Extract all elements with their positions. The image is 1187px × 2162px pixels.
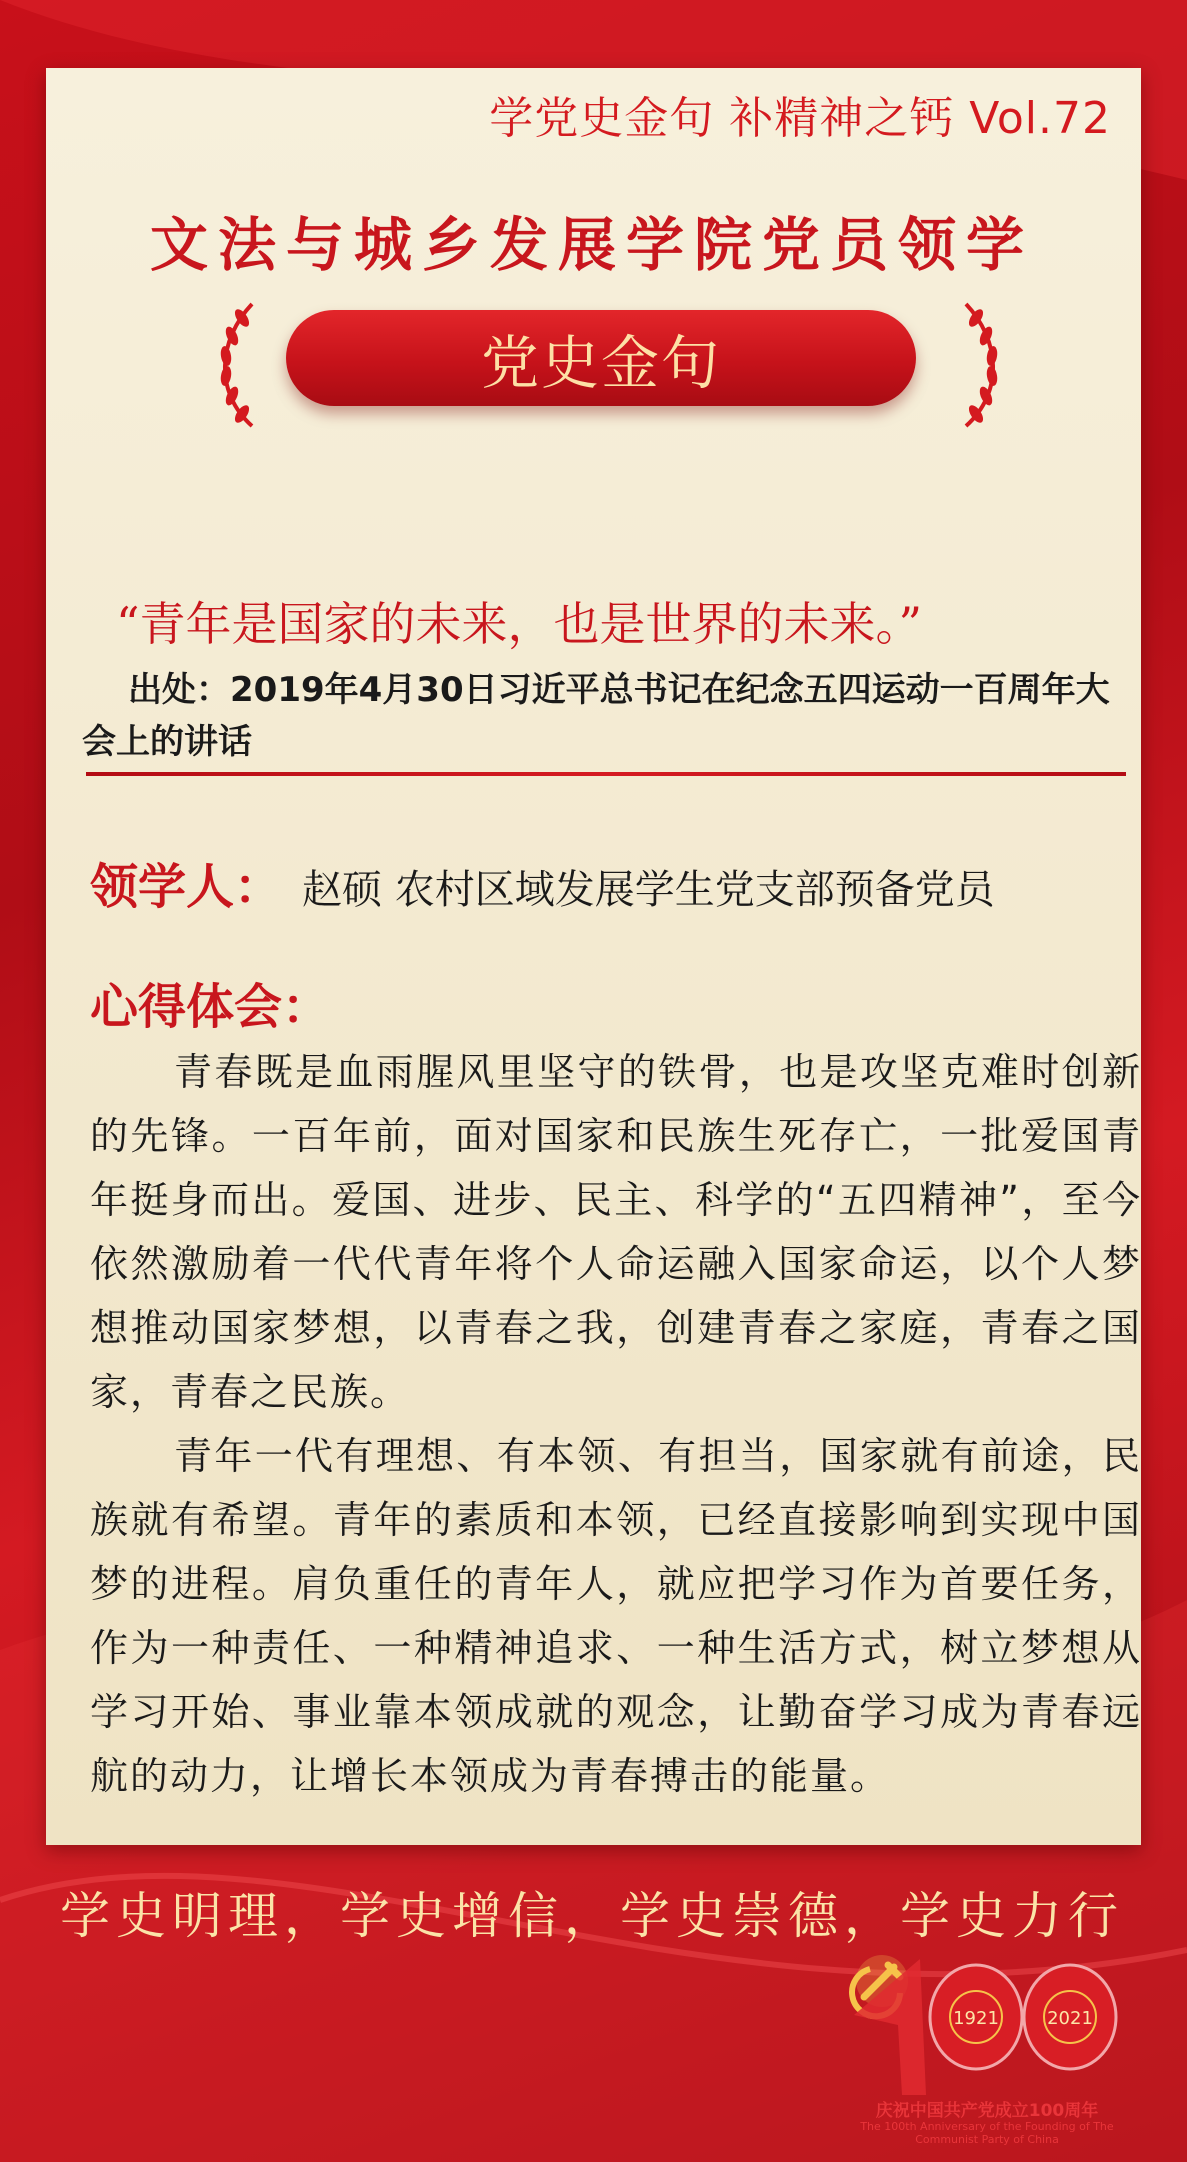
logo-caption-en: The 100th Anniversary of the Founding of The Communist Party of China [860,2120,1114,2146]
series-label: 学党史金句 补精神之钙 Vol.72 [489,93,1111,144]
study-leader-value: 赵硕 农村区域发展学生党支部预备党员 [302,867,995,913]
study-leader [90,848,995,917]
footer-slogan: 学史明理，学史增信，学史崇德，学史力行 [60,1887,1124,1945]
quote-text: “青年是国家的未来，也是世界的未来。” [116,597,923,651]
reflection-body [90,1040,1142,1808]
quote-source: 出处：2019年4月30日习近平总书记在纪念五四运动一百周年大会上的讲话 [82,670,1110,762]
logo-year-start: 1921 [953,2008,999,2029]
wheat-wreath-right-icon [954,300,1014,430]
wheat-wreath-left-icon [204,300,264,430]
reflection-title: 心得体会： [90,979,331,1035]
logo-caption: 庆祝中国共产党成立100周年 [875,2101,1099,2121]
party-history-quote-badge [286,310,916,406]
reflection-paragraph: 青年一代有理想、有本领、有担当，国家就有前途，民族就有希望。青年的素质和本领，已经直接影响到实现中国梦的进程。肩负重任的青年人，就应把学习作为首要任务，作为一种责任、一种精神追求、一种生活方式，树立梦想从学习开始、事业靠本领成就的观念，让勤奋学习成为青春远航的动力，让增长本领成为青春搏击的能量。 [90,1434,1142,1798]
logo-year-end: 2021 [1047,2008,1093,2029]
content-card [46,68,1141,1845]
study-leader-label: 领学人： [90,859,283,915]
badge-label: 党史金句 [480,329,721,397]
section-divider [86,772,1126,776]
reflection-paragraph: 青春既是血雨腥风里坚守的铁骨，也是攻坚克难时创新的先锋。一百年前，面对国家和民族生死存亡，一批爱国青年挺身而出。爱国、进步、民主、科学的“五四精神”，至今依然激励着一代代青年将个人命运融入国家命运，以个人梦想推动国家梦想，以青春之我，创建青春之家庭，青春之国家，青春之民族。 [90,1050,1142,1414]
college-title: 文法与城乡发展学院党员领学 [149,211,1034,279]
